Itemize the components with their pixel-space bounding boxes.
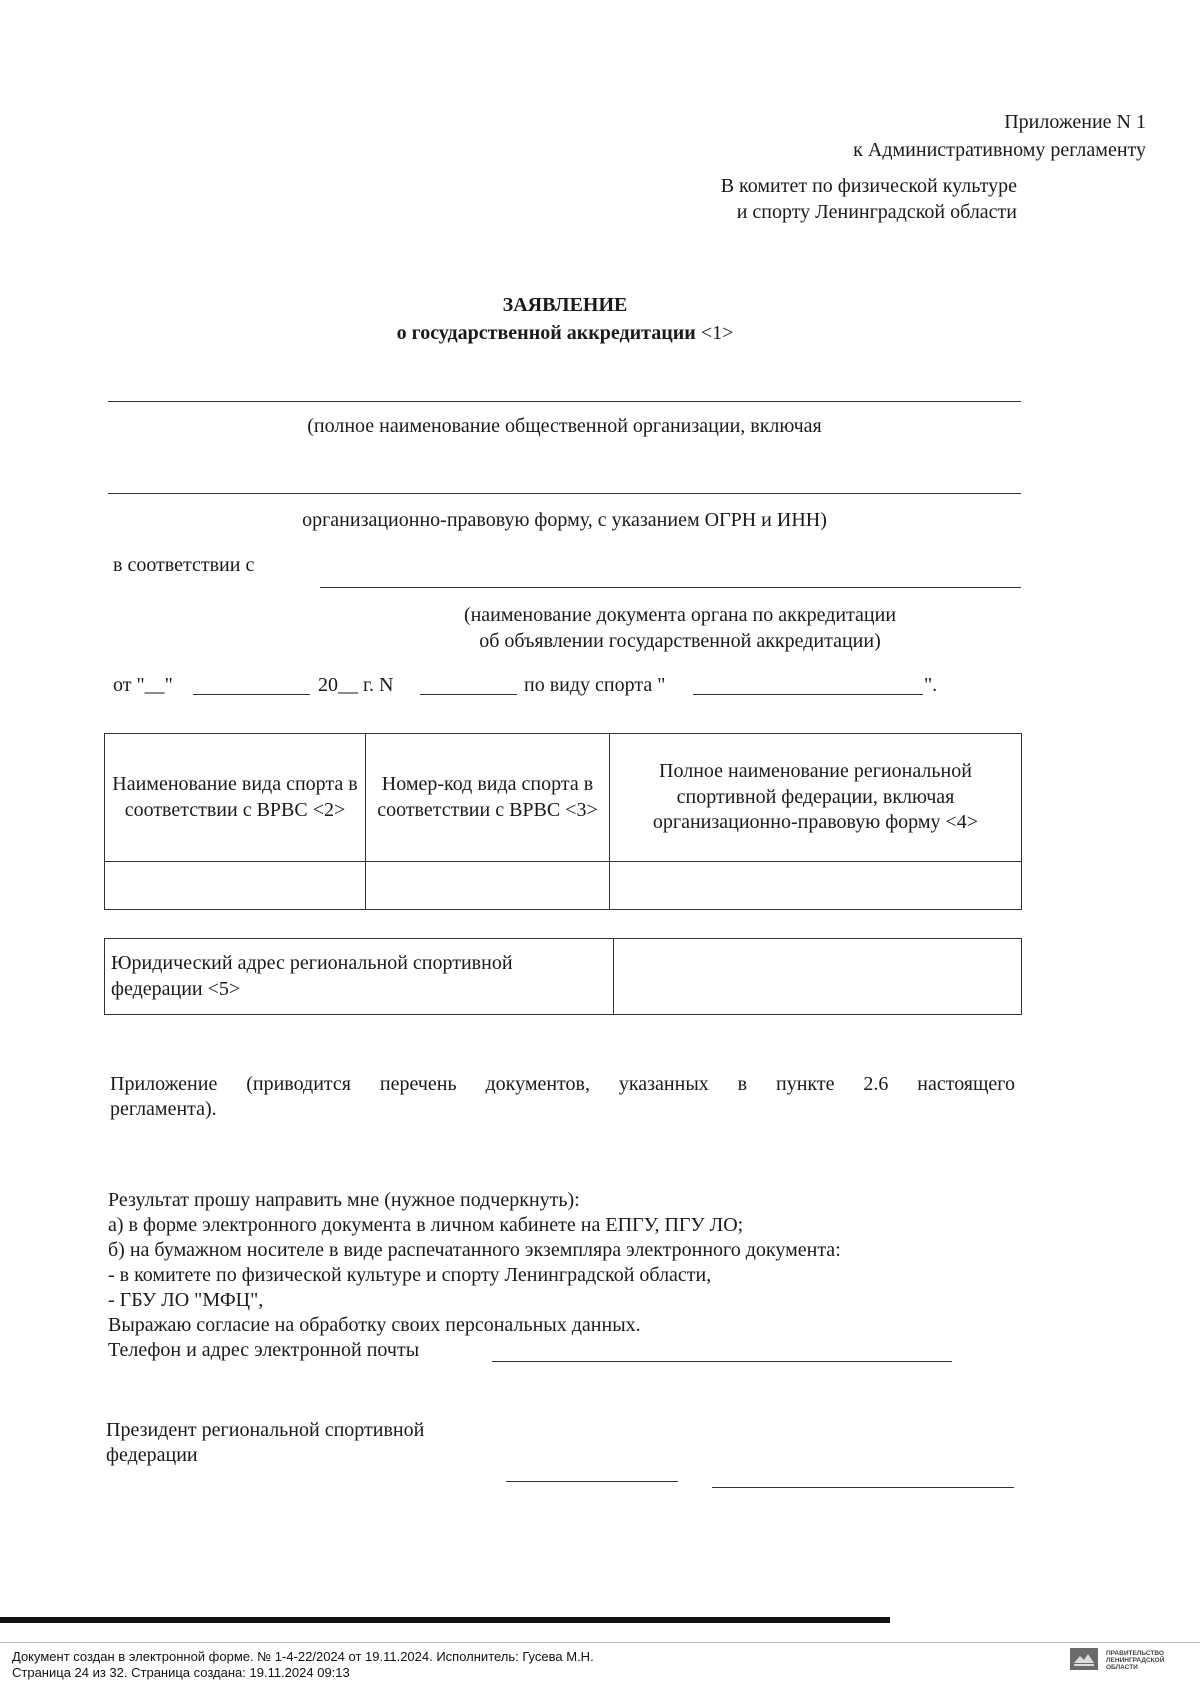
result-line-4: - в комитете по физической культуре и спорту Ленинградской области,	[108, 1264, 712, 1286]
result-line-3: б) на бумажном носителе в виде распечатанного экземпляра электронного документа:	[108, 1239, 841, 1261]
address-row	[105, 939, 1022, 1015]
federation-table	[104, 733, 1022, 910]
header-sport-code: Номер-код вида спорта в соответствии с ВРВС <3>	[366, 734, 610, 862]
accordance-line	[320, 587, 1021, 588]
signature-title-line1: Президент региональной спортивной	[106, 1419, 425, 1441]
addressee-line2: и спорту Ленинградской области	[736, 201, 1017, 223]
appendix-regulation: к Административному регламенту	[853, 139, 1146, 161]
contact-label: Телефон и адрес электронной почты	[108, 1339, 420, 1361]
appendix-note-line1: Приложение (приводится перечень документов, указанных в пункте 2.6 настоящего	[110, 1073, 1015, 1095]
footer-line-1: Документ создан в электронной форме. № 1-4-22/2024 от 19.11.2024. Исполнитель: Гусева М.Н.	[12, 1649, 594, 1664]
footer-line-2: Страница 24 из 32. Страница создана: 19.11.2024 09:13	[12, 1665, 350, 1680]
cell-sport-code	[366, 862, 610, 910]
logo-text-line3: ОБЛАСТИ	[1106, 1664, 1138, 1671]
result-line-1: Результат прошу направить мне (нужное подчеркнуть):	[108, 1189, 580, 1211]
result-line-5: - ГБУ ЛО "МФЦ",	[108, 1289, 264, 1311]
footer-divider	[0, 1642, 1200, 1643]
accordance-caption-1: (наименование документа органа по аккредитации	[463, 604, 897, 626]
footer-rule	[0, 1617, 890, 1623]
table-row	[105, 862, 1022, 910]
result-line-2: а) в форме электронного документа в личном кабинете на ЕПГУ, ПГУ ЛО;	[108, 1214, 744, 1236]
address-value	[614, 939, 1022, 1015]
government-logo-text	[1106, 1650, 1164, 1671]
address-label: Юридический адрес региональной спортивной федерации <5>	[105, 939, 614, 1015]
appendix-number: Приложение N 1	[1004, 111, 1146, 133]
document-number-line	[420, 694, 517, 695]
address-table	[104, 938, 1022, 1015]
sport-label: по виду спорта "	[524, 674, 666, 696]
addressee-line1: В комитет по физической культуре	[720, 175, 1017, 197]
document-title: ЗАЯВЛЕНИЕ	[502, 294, 628, 316]
contact-line	[492, 1361, 952, 1362]
cell-federation-name	[610, 862, 1022, 910]
sport-name-line	[693, 694, 923, 695]
header-sport-name: Наименование вида спорта в соответствии с ВРВС <2>	[105, 734, 366, 862]
date-month-line	[193, 694, 310, 695]
table-header-row	[105, 734, 1022, 862]
sport-end: ".	[924, 674, 938, 696]
cell-sport-name	[105, 862, 366, 910]
accordance-label: в соответствии с	[113, 554, 255, 576]
accordance-caption-2: об объявлении государственной аккредитации)	[479, 630, 881, 652]
government-emblem-icon	[1070, 1648, 1098, 1670]
org-name-line-1	[108, 401, 1021, 402]
header-federation-name: Полное наименование региональной спортивной федерации, включая организационно-правовую форму <4>	[610, 734, 1022, 862]
logo-text-line2: ЛЕНИНГРАДСКОЙ	[1106, 1657, 1165, 1664]
signature-line	[506, 1481, 678, 1482]
consent-line: Выражаю согласие на обработку своих персональных данных.	[108, 1314, 641, 1336]
org-caption-2: организационно-правовую форму, с указанием ОГРН и ИНН)	[302, 509, 827, 531]
subtitle-footnote: <1>	[700, 322, 734, 344]
date-from: от "__"	[113, 674, 173, 696]
appendix-note-line2: регламента).	[110, 1098, 217, 1120]
logo-text-line1: ПРАВИТЕЛЬСТВО	[1106, 1650, 1164, 1657]
subtitle-text: о государственной аккредитации	[396, 322, 696, 344]
name-line	[712, 1487, 1014, 1488]
signature-title-line2: федерации	[106, 1444, 198, 1466]
org-caption-1: (полное наименование общественной организации, включая	[307, 415, 822, 437]
document-subtitle	[0, 321, 1130, 346]
date-year: 20__ г. N	[318, 674, 394, 696]
org-name-line-2	[108, 493, 1021, 494]
